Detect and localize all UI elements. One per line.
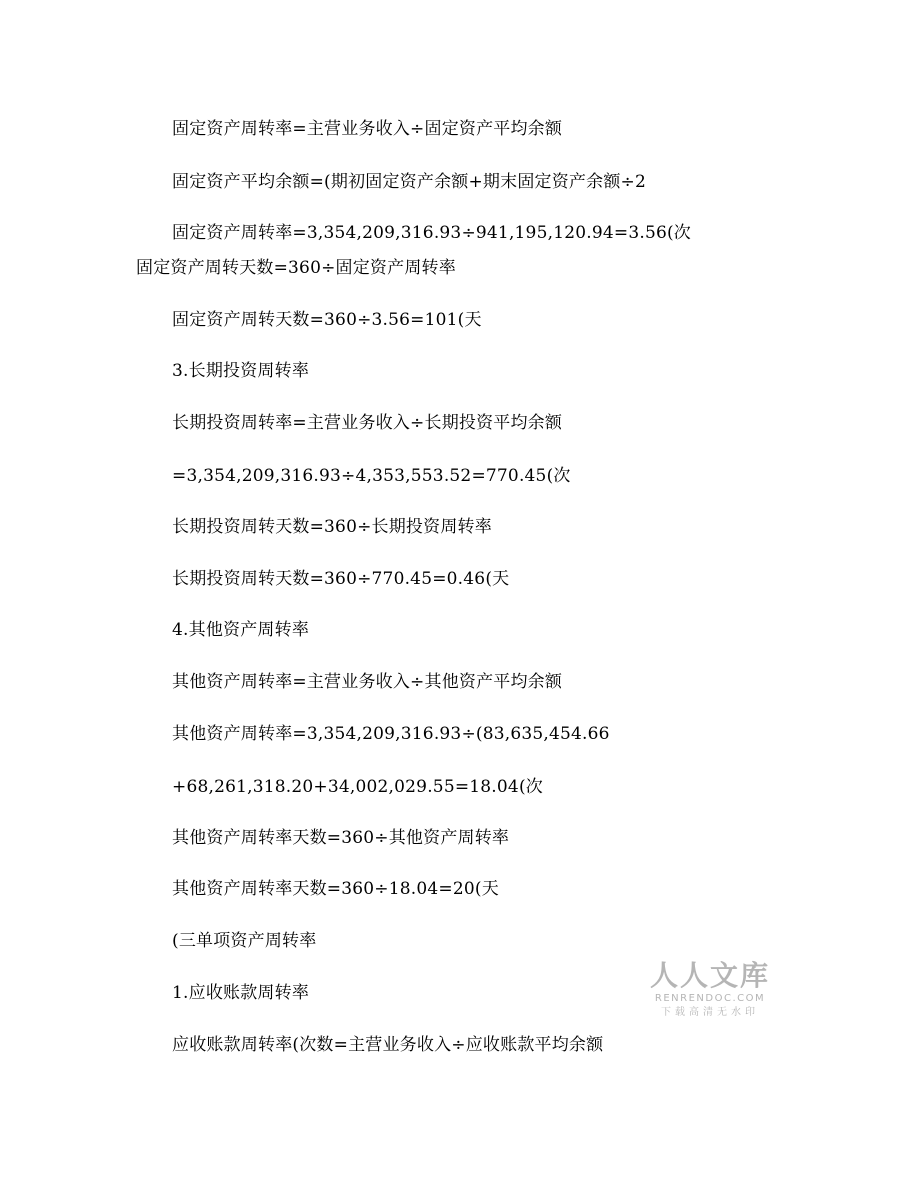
text-line-2: 固定资产平均余额=(期初固定资产余额+期末固定资产余额÷2 [172, 172, 646, 192]
text-line-4: 固定资产周转天数=360÷固定资产周转率 [136, 258, 456, 278]
text-line-9: 长期投资周转天数=360÷长期投资周转率 [172, 517, 492, 537]
text-line-14: +68,261,318.20+34,002,029.55=18.04(次 [172, 777, 543, 797]
subsection-heading-receivables: 1.应收账款周转率 [172, 983, 310, 1003]
text-line-19: 应收账款周转率(次数=主营业务收入÷应收账款平均余额 [172, 1035, 604, 1055]
text-line-10: 长期投资周转天数=360÷770.45=0.46(天 [172, 569, 510, 589]
text-line-15: 其他资产周转率天数=360÷其他资产周转率 [172, 828, 510, 848]
section-heading-single-asset: (三单项资产周转率 [172, 931, 317, 951]
text-line-8: =3,354,209,316.93÷4,353,553.52=770.45(次 [172, 466, 571, 486]
text-line-13: 其他资产周转率=3,354,209,316.93÷(83,635,454.66 [172, 724, 610, 744]
text-line-3: 固定资产周转率=3,354,209,316.93÷941,195,120.94=3.56(次 [172, 223, 692, 243]
section-heading-other-assets: 4.其他资产周转率 [172, 620, 310, 640]
watermark-title: 人人文库 [649, 959, 770, 992]
watermark-domain: RENRENDOC.COM [654, 993, 766, 1004]
watermark-logo [648, 960, 772, 1020]
text-line-16: 其他资产周转率天数=360÷18.04=20(天 [172, 879, 499, 899]
text-line-1: 固定资产周转率=主营业务收入÷固定资产平均余额 [172, 119, 563, 139]
text-line-7: 长期投资周转率=主营业务收入÷长期投资平均余额 [172, 413, 563, 433]
text-line-5: 固定资产周转天数=360÷3.56=101(天 [172, 310, 482, 330]
watermark-slogan: 下载高清无水印 [661, 1007, 759, 1018]
section-heading-long-term-investment: 3.长期投资周转率 [172, 361, 310, 381]
text-line-12: 其他资产周转率=主营业务收入÷其他资产平均余额 [172, 672, 563, 692]
